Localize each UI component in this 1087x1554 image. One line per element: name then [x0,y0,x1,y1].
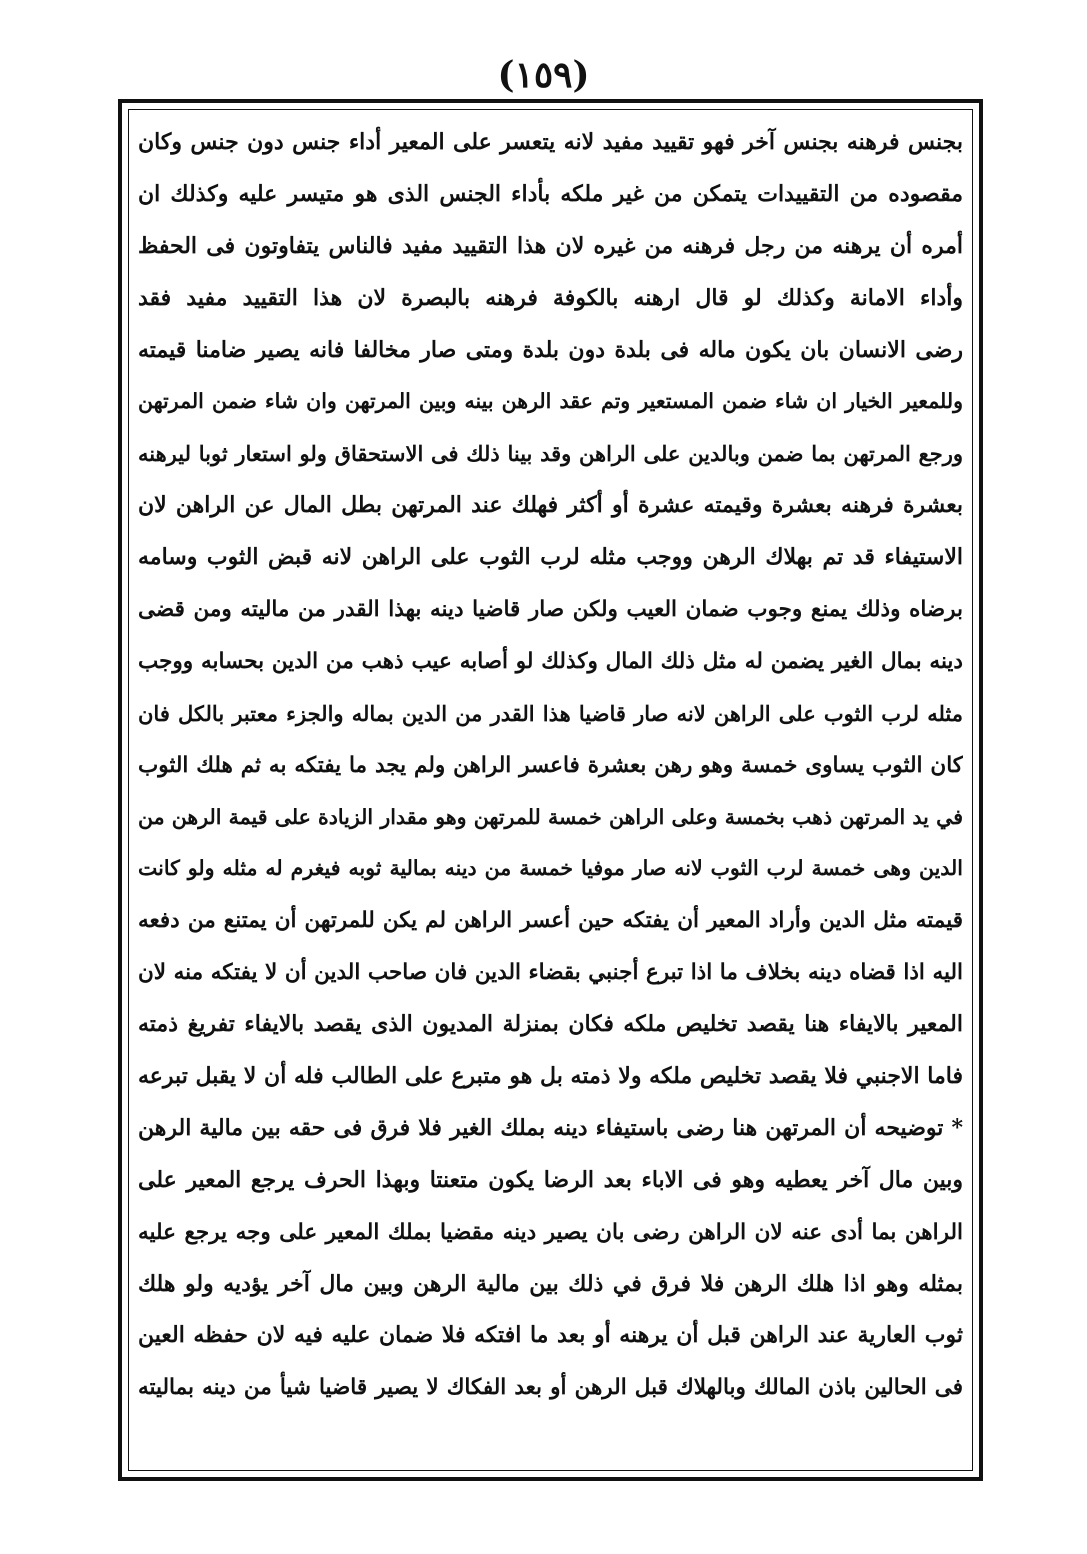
text-line: الدين وهى خمسة لرب الثوب لانه صار موفيا خمسة من دينه بمالية ثوبه فيغرم له مثله ولو كانت [138,856,963,881]
text-line: رضى الانسان بان يكون ماله فى بلدة دون بلدة ومتى صار مخالفا فانه يصير ضامنا قيمته [138,336,963,363]
text-line: برضاه وذلك يمنع وجوب ضمان العيب ولكن صار قاضيا دينه بهذا القدر من ماليته ومن قضى [138,597,963,623]
text-line: ورجع المرتهن بما ضمن وبالدين على الراهن وقد بينا ذلك فى الاستحقاق ولو استعار ثوبا ليرهنه [138,441,963,467]
text-line: وأداء الامانة وكذلك لو قال ارهنه بالكوفة فرهنه بالبصرة لان هذا التقييد مفيد فقد [138,284,963,311]
text-line: اليه اذا قضاه دينه بخلاف ما اذا تبرع أجنبي بقضاء الدين فان صاحب الدين أن لا يفتكه منه لان [138,960,963,986]
text-line: فى الحالين باذن المالك وبالهلاك قبل الرهن أو بعد الفكاك لا يصير قاضيا شيأ من دينه بماليته [138,1375,963,1401]
text-line: كان الثوب يساوى خمسة وهو رهن بعشرة فاعسر الراهن ولم يجد ما يفتكه به ثم هلك الثوب [138,752,963,778]
text-line: * توضيحه أن المرتهن هنا رضى باستيفاء دينه بملك الغير فلا فرق فى حقه بين مالية الرهن [138,1114,963,1141]
text-line: وبين مال آخر يعطيه وهو فى الاباء بعد الرضا يكون متعنتا وبهذا الحرف يرجع المعير على [138,1166,963,1193]
text-line: الراهن بما أدى عنه لان الراهن رضى بان يصير دينه مقضيا بملك المعير على وجه يرجع عليه [138,1219,963,1245]
text-line: في يد المرتهن ذهب بخمسة وعلى الراهن خمسة للمرتهن وهو مقدار الزيادة على قيمة الرهن من [138,804,963,829]
text-line: وللمعير الخيار ان شاء ضمن المستعير وتم عقد الرهن بينه وبين المرتهن وان شاء ضمن المرتهن [138,389,963,414]
text-line: بجنس فرهنه بجنس آخر فهو تقييد مفيد لانه يتعسر على المعير أداء جنس دون جنس وكان [138,129,963,155]
text-line: مثله لرب الثوب على الراهن لانه صار قاضيا هذا القدر من الدين بماله والجزء معتبر بالكل فان [138,700,963,726]
text-line: بمثله وهو اذا هلك الرهن فلا فرق في ذلك بين مالية الرهن وبين مال آخر يؤديه ولو هلك [138,1270,963,1297]
text-line: فاما الاجنبي فلا يقصد تخليص ملكه ولا ذمته بل هو متبرع على الطالب فله أن لا يقبل تبرعه [138,1063,963,1090]
text-line: أمره أن يرهنه من رجل فرهنه من غيره لان هذا التقييد مفيد فالناس يتفاوتون فى الحفظ [138,232,963,259]
text-line: مقصوده من التقييدات يتمكن من غير ملكه بأداء الجنس الذى هو متيسر عليه وكذلك ان [138,180,963,207]
text-line: قيمته مثل الدين وأراد المعير أن يفتكه حين أعسر الراهن لم يكن للمرتهن أن يمتنع من دفعه [138,908,963,934]
page-number: (١٥٩) [497,54,590,96]
text-line: بعشرة فرهنه بعشرة وقيمته عشرة أو أكثر فهلك عند المرتهن بطل المال عن الراهن لان [138,492,963,519]
text-line: دينه بمال الغير يضمن له مثل ذلك المال وكذلك لو أصابه عيب ذهب من الدين بحسابه ووجب [138,648,963,674]
text-line: المعير بالايفاء هنا يقصد تخليص ملكه فكان بمنزلة المديون الذى يقصد بالايفاء تفريغ ذمته [138,1011,963,1038]
text-line: الاستيفاء قد تم بهلاك الرهن ووجب مثله لرب الثوب على الراهن لانه قبض الثوب وسامه [138,544,963,571]
text-line: ثوب العارية عند الراهن قبل أن يرهنه أو بعد ما افتكه فلا ضمان عليه فيه لان حفظه العين [138,1322,963,1349]
text-body [138,117,963,1467]
